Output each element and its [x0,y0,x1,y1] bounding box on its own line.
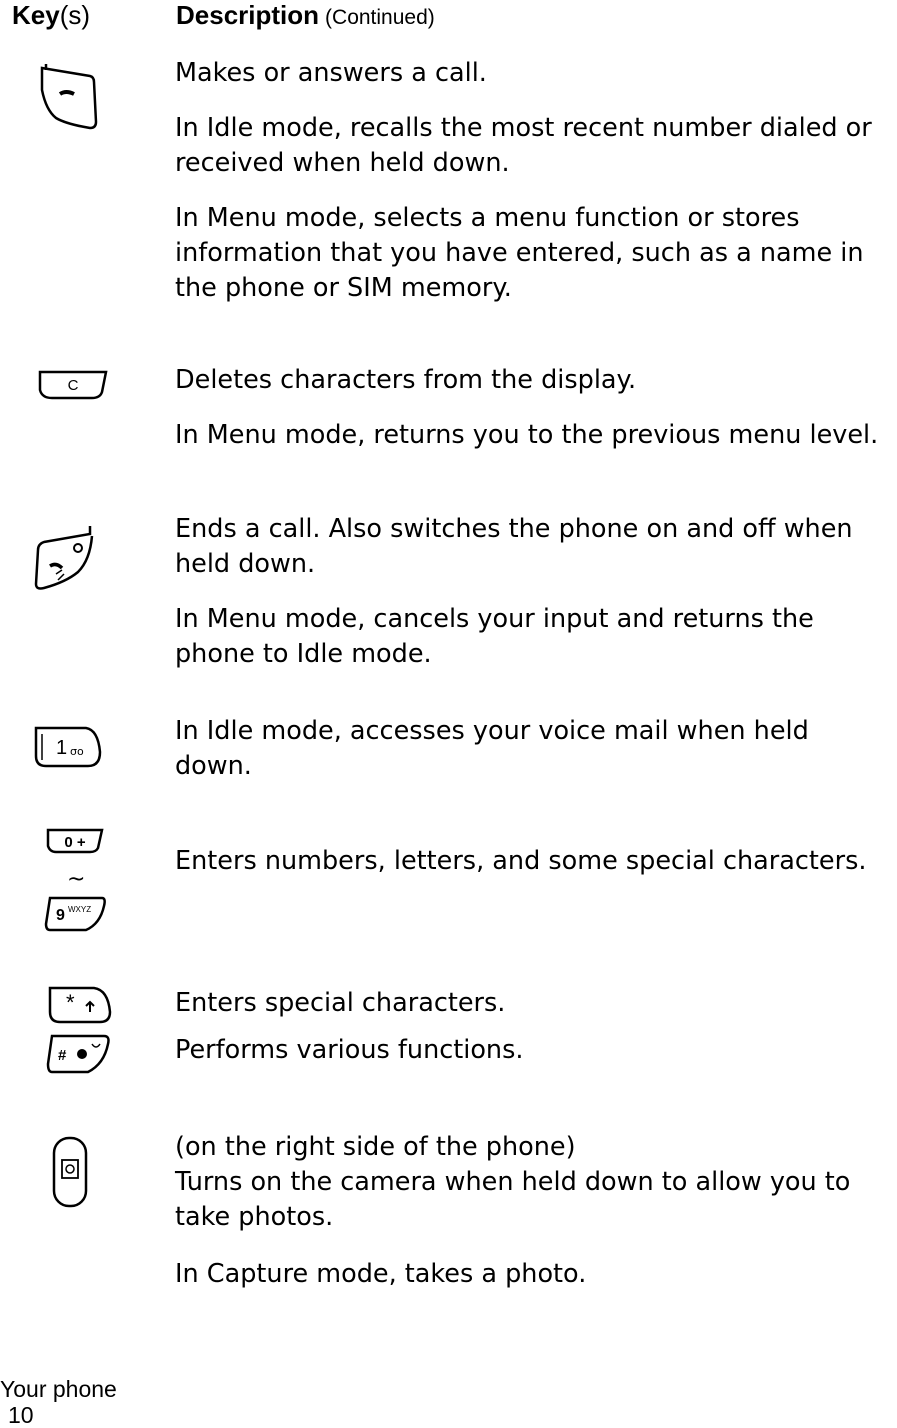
nine-key-icon [42,894,108,934]
send-key-desc-1: Makes or answers a call. [175,58,487,88]
voicemail-key-symbol: σο [70,745,84,758]
hash-key-glyph: # [58,1047,67,1064]
clear-key-desc-1: Deletes characters from the display. [175,365,637,395]
key-column-header [12,0,90,34]
description-column-header [176,0,435,34]
nine-key-letters: WXYZ [68,905,92,914]
send-key-desc-3: In Menu mode, selects a menu function or stores information that you have entered, such as a name in the phone or SIM memory. [175,203,864,303]
camera-key-icon [50,1134,90,1210]
key-header-bold: Key [12,0,60,30]
clear-key-glyph: C [67,377,79,394]
nine-key-digit: 9 [56,907,65,924]
star-key-icon [46,984,114,1026]
voicemail-desc-1: In Idle mode, accesses your voice mail when held down. [175,716,809,781]
hash-key-desc: Performs various functions. [175,1035,524,1065]
key-header-suffix: (s) [59,0,91,30]
clear-key-desc-2: In Menu mode, returns you to the previous menu level. [175,420,879,450]
continued-label: (Continued) [325,6,435,29]
zero-key-glyph: 0 + [64,834,86,851]
end-power-key-icon [32,522,98,592]
camera-key-desc-2: In Capture mode, takes a photo. [175,1259,587,1289]
send-key-desc-2: In Idle mode, recalls the most recent number dialed or received when held down. [175,113,872,178]
hash-key-icon [44,1032,112,1076]
camera-key-desc-1: (on the right side of the phone) Turns on the camera when held down to allow you to take photos. [175,1132,851,1232]
send-key-icon [36,60,100,134]
key-range-glyph: ~ [67,867,86,892]
number-keys-desc-1: Enters numbers, letters, and some special characters. [175,846,867,876]
end-key-desc-1: Ends a call. Also switches the phone on and off when held down. [175,514,853,579]
description-header-label: Description [176,0,320,30]
page-number: 10 [8,1402,34,1428]
end-key-desc-2: In Menu mode, cancels your input and returns the phone to Idle mode. [175,604,814,669]
zero-key-icon [44,826,106,856]
star-key-desc: Enters special characters. [175,988,506,1018]
voicemail-key-icon [32,722,104,770]
star-key-glyph: * [66,990,75,1015]
clear-key-icon [36,368,110,402]
voicemail-key-digit: 1 [56,737,68,759]
footer-section-title: Your phone [0,1376,117,1402]
